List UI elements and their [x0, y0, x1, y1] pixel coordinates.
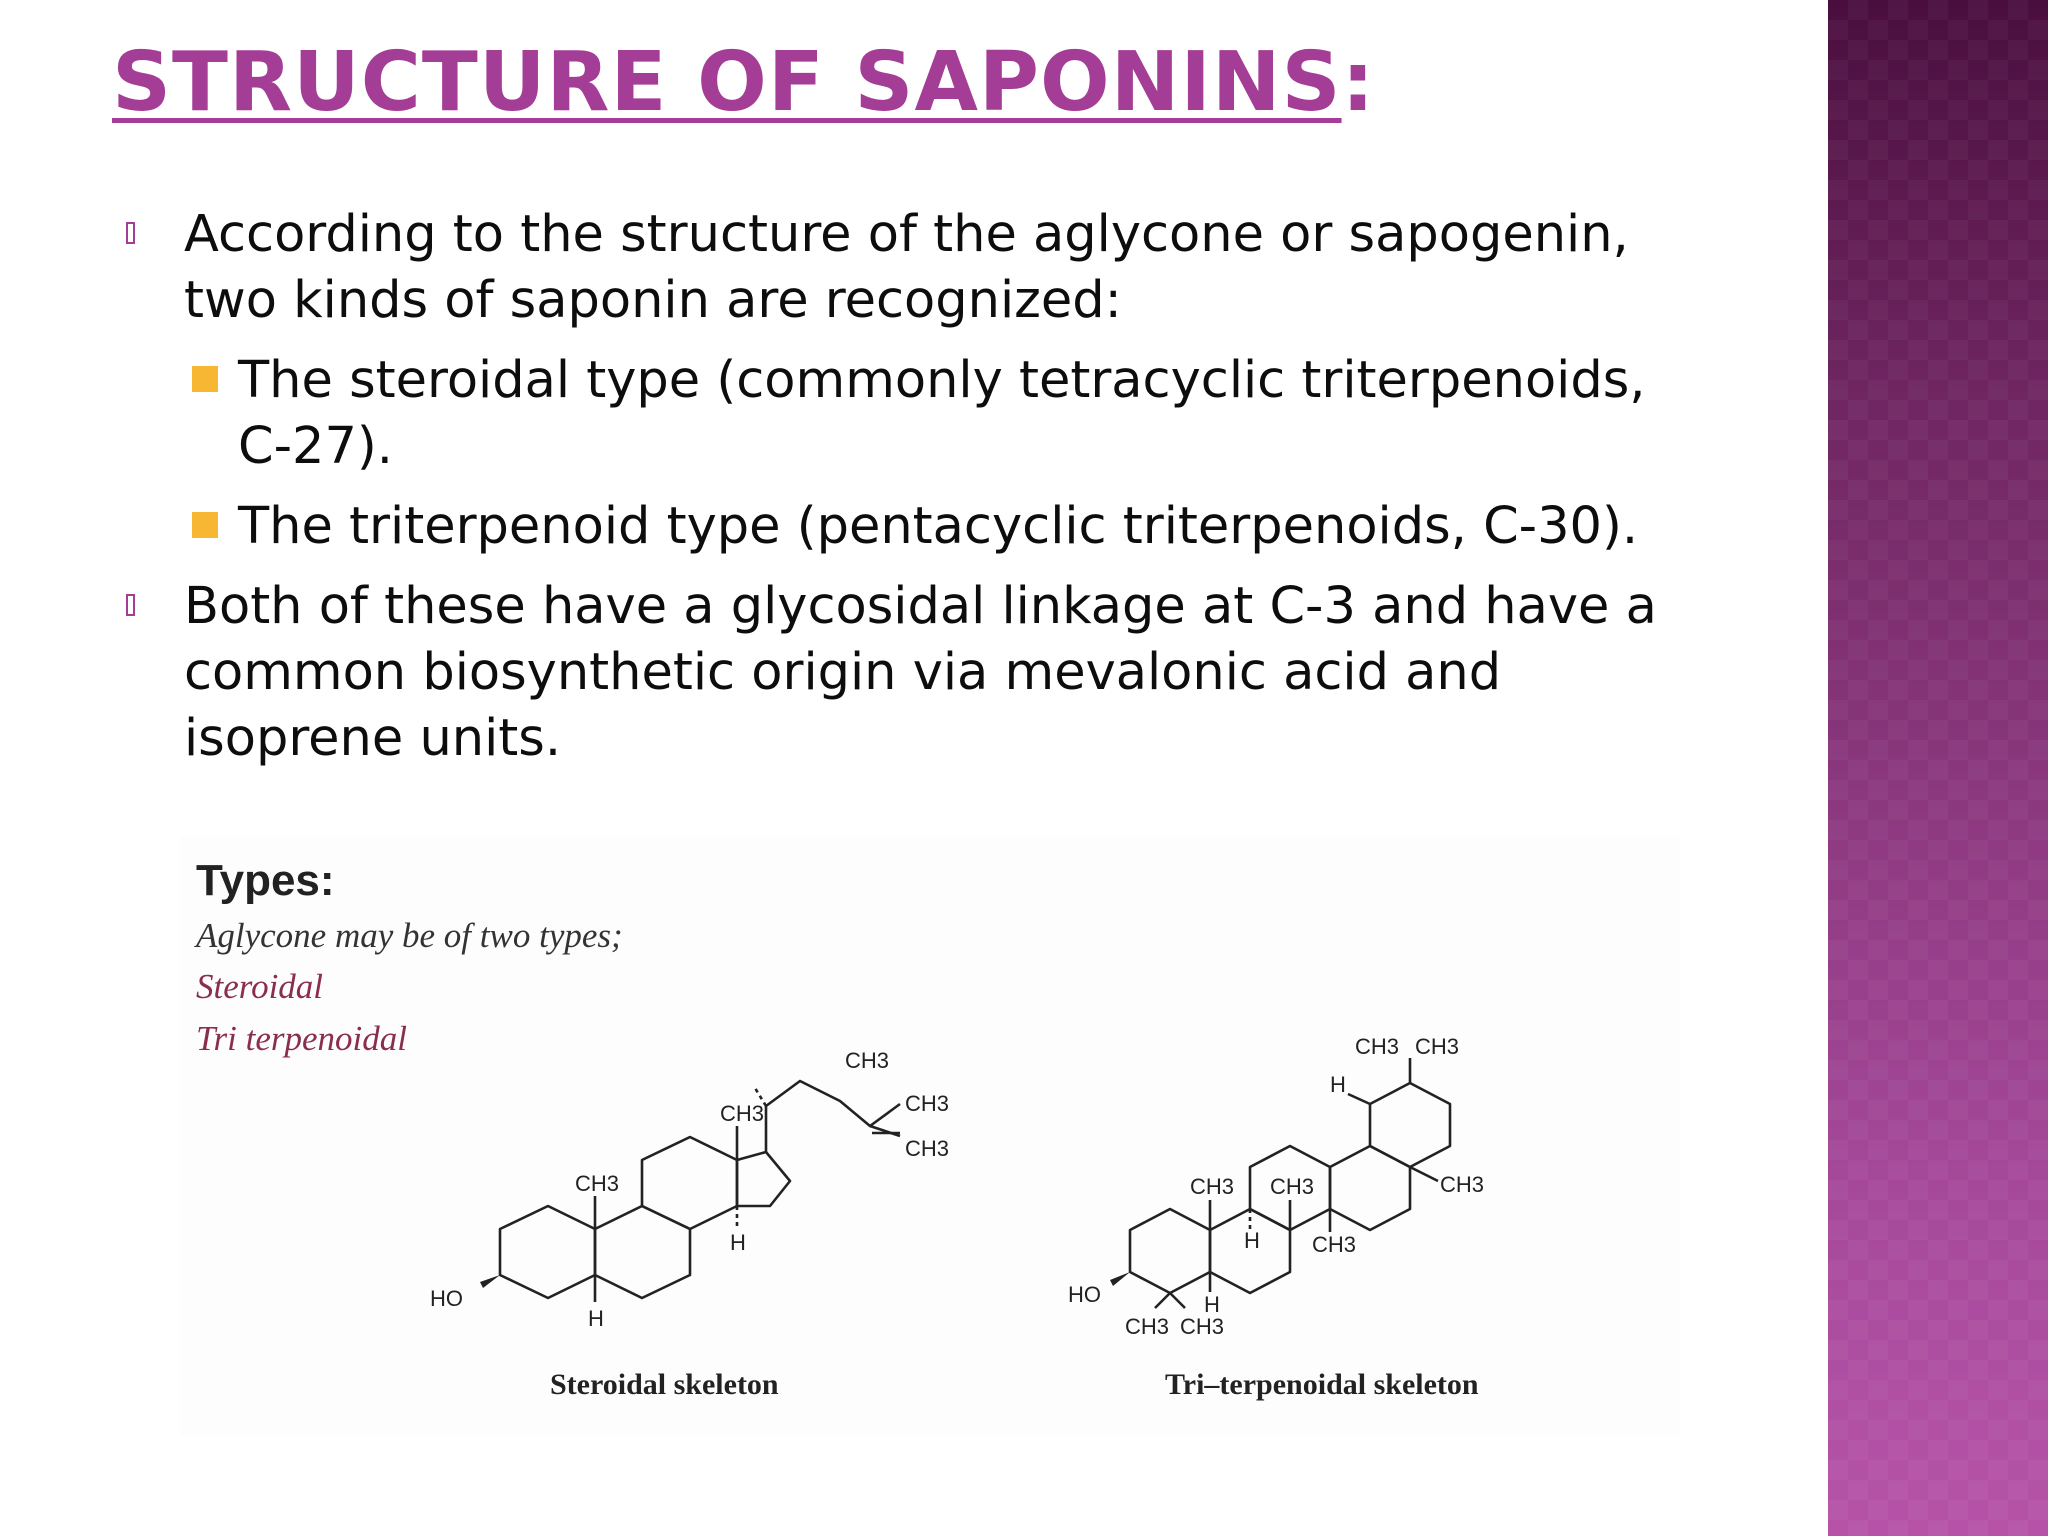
ch3-label: CH3: [720, 1101, 765, 1126]
bullet-marker-icon: [126, 594, 135, 616]
bullet-item-1: [112, 202, 1712, 334]
steroid-side-chain: [766, 1081, 900, 1126]
steroidal-skeleton-caption: Steroidal skeleton: [550, 1368, 779, 1401]
steroid-ring-b: [595, 1206, 690, 1298]
steroidal-skeleton: [430, 1048, 949, 1401]
ch3-label: CH3: [1355, 1034, 1400, 1059]
steroid-wedge-bond: [480, 1275, 500, 1288]
sub-bullet-item-2: [112, 494, 1712, 560]
types-heading: Types:: [196, 856, 335, 905]
sub-bullet-item-1: [112, 348, 1712, 480]
ch3-label: CH3: [1440, 1172, 1485, 1197]
square-bullet-icon: [192, 512, 218, 538]
triterpene-ring-a: [1130, 1209, 1210, 1293]
decorative-side-panel: [1828, 0, 2048, 1536]
type-option-steroidal: Steroidal: [196, 967, 324, 1006]
ch3-label: CH3: [1180, 1314, 1225, 1339]
bullet-text: Both of these have a glycosidal linkage at C-3 and have a common biosynthetic origin via mevalonic acid and isoprene units.: [184, 577, 1657, 768]
slide-title: [112, 35, 1376, 130]
bullet-marker-icon: [126, 222, 135, 244]
bullet-text: According to the structure of the aglycone or sapogenin, two kinds of saponin are recognized:: [184, 205, 1629, 330]
type-option-triterpenoidal: Tri terpenoidal: [196, 1019, 407, 1058]
h-label: H: [1204, 1292, 1220, 1317]
ch3-label: CH3: [1270, 1174, 1315, 1199]
triterpenoidal-skeleton-caption: Tri–terpenoidal skeleton: [1165, 1368, 1479, 1401]
steroid-ring-d: [737, 1152, 790, 1206]
steroid-ring-c: [642, 1137, 737, 1229]
triterpene-methyl-bond: [1170, 1293, 1185, 1308]
sub-bullet-text: The steroidal type (commonly tetracyclic triterpenoids, C-27).: [238, 351, 1646, 476]
square-bullet-icon: [192, 366, 218, 392]
triterpenoidal-skeleton: [1068, 1034, 1484, 1401]
steroid-chain-bond: [870, 1126, 900, 1136]
triterpene-methyl-bond: [1410, 1167, 1438, 1181]
ch3-label: CH3: [905, 1091, 950, 1116]
ch3-label: CH3: [1415, 1034, 1460, 1059]
ho-label: HO: [430, 1286, 463, 1311]
ho-label: HO: [1068, 1282, 1101, 1307]
saponin-types-figure: [180, 836, 1680, 1436]
triterpene-ring-e: [1370, 1083, 1450, 1167]
ch3-label: CH3: [905, 1136, 950, 1161]
triterpene-methyl-bond: [1155, 1293, 1170, 1308]
sub-bullet-text: The triterpenoid type (pentacyclic triterpenoids, C-30).: [238, 497, 1639, 556]
ch3-label: CH3: [1125, 1314, 1170, 1339]
triterpene-wedge-bond: [1110, 1272, 1130, 1286]
ch3-label: CH3: [1190, 1174, 1235, 1199]
h-label: H: [1244, 1228, 1260, 1253]
h-label: H: [1330, 1072, 1346, 1097]
ch3-label: CH3: [575, 1171, 620, 1196]
triterpene-h-bond: [1348, 1094, 1370, 1104]
slide-title-colon: :: [1341, 35, 1376, 130]
bullet-item-2: [112, 574, 1712, 772]
ch3-label: CH3: [1312, 1232, 1357, 1257]
steroid-ring-a: [500, 1206, 595, 1298]
slide-title-text: STRUCTURE OF SAPONINS: [112, 35, 1342, 130]
h-label: H: [588, 1306, 604, 1331]
h-label: H: [730, 1230, 746, 1255]
bullet-list: [112, 202, 1712, 786]
ch3-label: CH3: [845, 1048, 890, 1073]
aglycone-subtitle: Aglycone may be of two types;: [196, 916, 623, 955]
triterpene-ring-d: [1330, 1146, 1410, 1230]
